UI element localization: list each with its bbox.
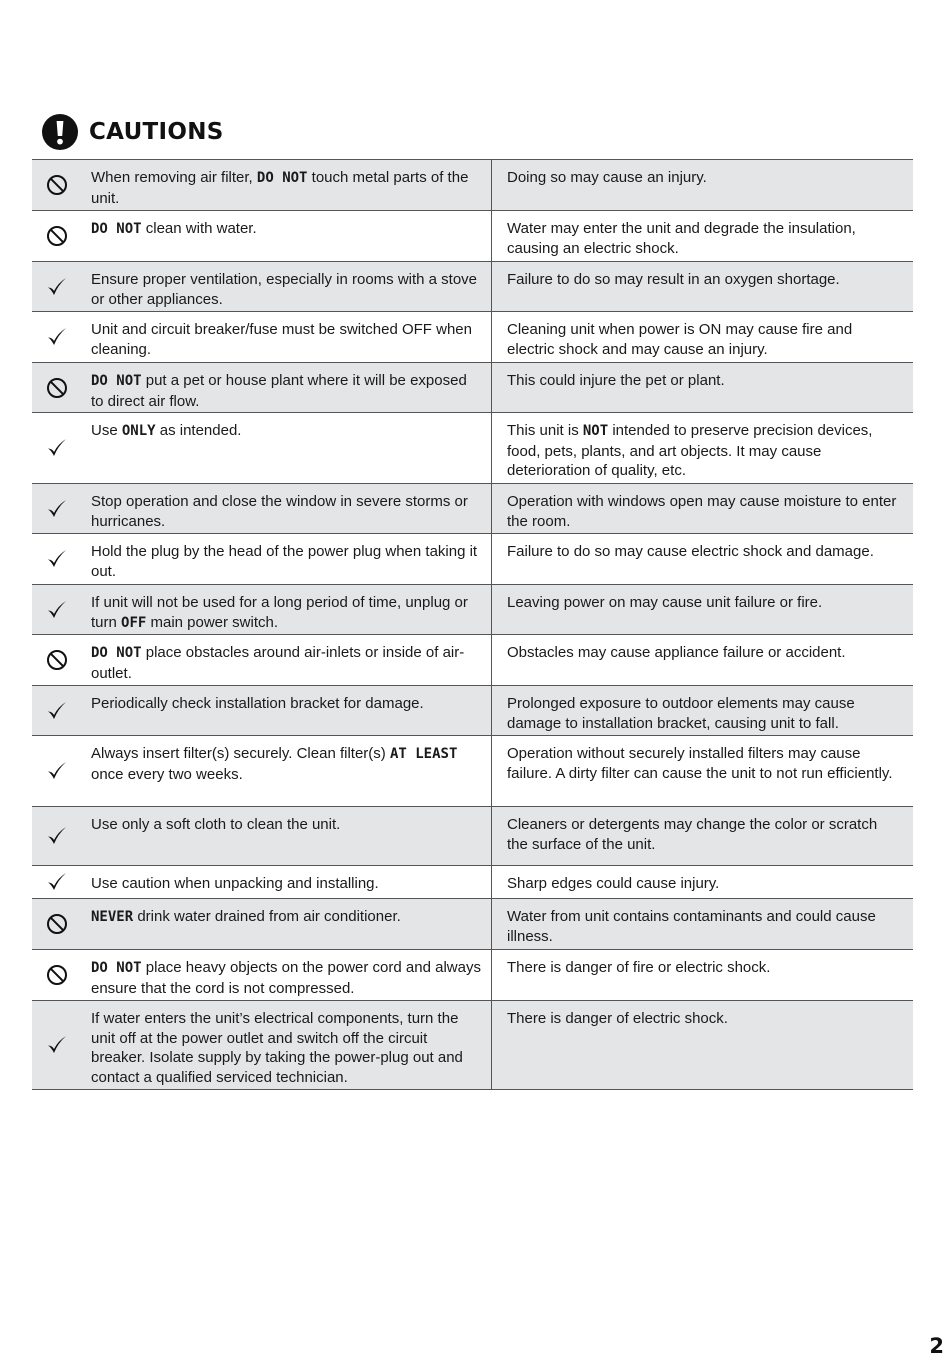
caution-instruction bbox=[82, 534, 492, 584]
body-text: There is danger of fire or electric shock. bbox=[507, 959, 771, 976]
body-text: intended to preserve precision devices, food, pets, plants, and art objects. It may cause deterioration of quality, etc. bbox=[507, 422, 873, 480]
cautions-table bbox=[32, 159, 913, 1090]
prohibited-icon bbox=[45, 224, 69, 248]
prohibited-icon bbox=[45, 173, 69, 197]
row-icon-cell bbox=[32, 807, 82, 865]
caution-consequence bbox=[492, 899, 913, 949]
page-number: 2 bbox=[929, 1334, 944, 1358]
emphasis-text: DO NOT bbox=[256, 170, 308, 186]
checkmark-icon bbox=[45, 325, 69, 349]
emphasis-text: NOT bbox=[582, 423, 609, 439]
checkmark-icon bbox=[45, 275, 69, 299]
caution-instruction bbox=[82, 413, 492, 483]
body-text: Water from unit contains contaminants and could cause illness. bbox=[507, 908, 876, 945]
caution-instruction bbox=[82, 585, 492, 634]
body-text: Use only a soft cloth to clean the unit. bbox=[91, 816, 341, 833]
body-text: There is danger of electric shock. bbox=[507, 1010, 728, 1027]
row-icon-cell bbox=[32, 484, 82, 533]
body-text: Cleaners or detergents may change the color or scratch the surface of the unit. bbox=[507, 816, 878, 853]
caution-row bbox=[32, 262, 913, 312]
row-icon-cell bbox=[32, 585, 82, 634]
body-text: Always insert filter(s) securely. Clean filter(s) bbox=[91, 745, 390, 762]
caution-consequence bbox=[492, 363, 913, 412]
emphasis-text: OFF bbox=[121, 614, 147, 631]
caution-consequence bbox=[492, 736, 913, 806]
emphasis-text: DO NOT bbox=[91, 373, 142, 389]
body-text: Use caution when unpacking and installing. bbox=[91, 875, 379, 892]
checkmark-icon bbox=[45, 699, 69, 723]
caution-row bbox=[32, 635, 913, 686]
cautions-heading bbox=[42, 114, 224, 150]
caution-consequence bbox=[492, 211, 913, 261]
body-text: once every two weeks. bbox=[91, 765, 243, 783]
caution-instruction bbox=[82, 686, 492, 735]
caution-consequence bbox=[492, 585, 913, 634]
caution-row bbox=[32, 807, 913, 866]
caution-consequence bbox=[492, 160, 913, 210]
caution-instruction bbox=[82, 807, 492, 865]
checkmark-icon bbox=[45, 1033, 69, 1057]
row-icon-cell bbox=[32, 262, 82, 311]
caution-row bbox=[32, 312, 913, 363]
caution-consequence bbox=[492, 1001, 913, 1089]
checkmark-icon bbox=[45, 870, 69, 894]
caution-instruction bbox=[82, 160, 492, 210]
row-icon-cell bbox=[32, 312, 82, 362]
body-text: place heavy objects on the power cord and always ensure that the cord is not compressed. bbox=[91, 959, 481, 997]
body-text: Prolonged exposure to outdoor elements may cause damage to installation bracket, causing unit to fall. bbox=[507, 695, 855, 732]
caution-row bbox=[32, 585, 913, 635]
body-text: touch metal parts of the unit. bbox=[91, 169, 469, 207]
body-text: Obstacles may cause appliance failure or accident. bbox=[507, 644, 846, 661]
caution-instruction bbox=[82, 866, 492, 898]
emphasis-text: DO NOT bbox=[91, 221, 142, 237]
caution-row bbox=[32, 736, 913, 807]
checkmark-icon bbox=[45, 436, 69, 460]
caution-instruction bbox=[82, 899, 492, 949]
row-icon-cell bbox=[32, 635, 82, 685]
body-text: put a pet or house plant where it will be exposed to direct air flow. bbox=[91, 372, 467, 410]
caution-row bbox=[32, 363, 913, 413]
row-icon-cell bbox=[32, 160, 82, 210]
caution-row bbox=[32, 211, 913, 262]
body-text: Operation without securely installed filters may cause failure. A dirty filter can cause the unit to not run efficiently. bbox=[507, 745, 893, 782]
body-text: Water may enter the unit and degrade the insulation, causing an electric shock. bbox=[507, 220, 856, 257]
body-text: This could injure the pet or plant. bbox=[507, 372, 725, 389]
caution-instruction bbox=[82, 484, 492, 533]
body-text: Stop operation and close the window in severe storms or hurricanes. bbox=[91, 493, 468, 530]
caution-instruction bbox=[82, 363, 492, 412]
caution-instruction bbox=[82, 262, 492, 311]
body-text: Use bbox=[91, 422, 122, 439]
caution-row bbox=[32, 484, 913, 534]
body-text: place obstacles around air-inlets or inside of air-outlet. bbox=[91, 644, 465, 682]
caution-row bbox=[32, 413, 913, 484]
body-text: Cleaning unit when power is ON may cause fire and electric shock and may cause an injury. bbox=[507, 321, 853, 358]
emphasis-text: DO NOT bbox=[91, 645, 142, 661]
exclamation-circle-icon bbox=[42, 114, 78, 150]
prohibited-icon bbox=[45, 376, 69, 400]
emphasis-text: DO NOT bbox=[91, 960, 142, 976]
caution-consequence bbox=[492, 686, 913, 735]
body-text: Failure to do so may cause electric shock and damage. bbox=[507, 543, 874, 560]
body-text: Ensure proper ventilation, especially in rooms with a stove or other appliances. bbox=[91, 271, 478, 308]
body-text: Sharp edges could cause injury. bbox=[507, 875, 720, 892]
prohibited-icon bbox=[45, 912, 69, 936]
caution-consequence bbox=[492, 262, 913, 311]
body-text: Failure to do so may result in an oxygen shortage. bbox=[507, 271, 840, 288]
caution-consequence bbox=[492, 866, 913, 898]
checkmark-icon bbox=[45, 497, 69, 521]
caution-row bbox=[32, 1001, 913, 1090]
caution-row bbox=[32, 899, 913, 950]
emphasis-text: ONLY bbox=[121, 423, 156, 439]
body-text: Unit and circuit breaker/fuse must be switched OFF when cleaning. bbox=[91, 321, 472, 358]
body-text: drink water drained from air conditioner. bbox=[133, 908, 401, 925]
body-text: Periodically check installation bracket for damage. bbox=[91, 695, 424, 712]
body-text: main power switch. bbox=[146, 613, 279, 631]
row-icon-cell bbox=[32, 363, 82, 412]
emphasis-text: NEVER bbox=[91, 909, 134, 925]
row-icon-cell bbox=[32, 211, 82, 261]
caution-instruction bbox=[82, 211, 492, 261]
row-icon-cell bbox=[32, 950, 82, 1000]
body-text: clean with water. bbox=[141, 220, 257, 237]
checkmark-icon bbox=[45, 547, 69, 571]
body-text: Hold the plug by the head of the power plug when taking it out. bbox=[91, 543, 478, 580]
body-text: If water enters the unit’s electrical components, turn the unit off at the power outlet and switch off the circuit breaker. Isolate supply by taking the power-plug out and contact a qualified serviced technician. bbox=[91, 1010, 463, 1087]
row-icon-cell bbox=[32, 1001, 82, 1089]
emphasis-text: AT LEAST bbox=[389, 746, 458, 762]
body-text: If unit will not be used for a long period of time, unplug or turn bbox=[91, 594, 468, 631]
prohibited-icon bbox=[45, 963, 69, 987]
caution-consequence bbox=[492, 635, 913, 685]
row-icon-cell bbox=[32, 736, 82, 806]
caution-instruction bbox=[82, 1001, 492, 1089]
caution-row bbox=[32, 866, 913, 899]
body-text: Operation with windows open may cause moisture to enter the room. bbox=[507, 493, 897, 530]
caution-row bbox=[32, 534, 913, 585]
caution-consequence bbox=[492, 950, 913, 1000]
page-title: CAUTIONS bbox=[89, 119, 224, 145]
caution-consequence bbox=[492, 807, 913, 865]
prohibited-icon bbox=[45, 648, 69, 672]
caution-row bbox=[32, 950, 913, 1001]
row-icon-cell bbox=[32, 413, 82, 483]
row-icon-cell bbox=[32, 866, 82, 898]
body-text: When removing air filter, bbox=[91, 169, 257, 186]
caution-instruction bbox=[82, 312, 492, 362]
caution-consequence bbox=[492, 312, 913, 362]
caution-consequence bbox=[492, 484, 913, 533]
caution-instruction bbox=[82, 950, 492, 1000]
caution-row bbox=[32, 160, 913, 211]
caution-consequence bbox=[492, 534, 913, 584]
caution-row bbox=[32, 686, 913, 736]
row-icon-cell bbox=[32, 899, 82, 949]
caution-consequence bbox=[492, 413, 913, 483]
caution-instruction bbox=[82, 736, 492, 806]
checkmark-icon bbox=[45, 598, 69, 622]
caution-instruction bbox=[82, 635, 492, 685]
body-text: Leaving power on may cause unit failure or fire. bbox=[507, 594, 823, 611]
row-icon-cell bbox=[32, 534, 82, 584]
body-text: as intended. bbox=[155, 422, 242, 439]
body-text: Doing so may cause an injury. bbox=[507, 169, 707, 186]
row-icon-cell bbox=[32, 686, 82, 735]
checkmark-icon bbox=[45, 759, 69, 783]
body-text: This unit is bbox=[507, 422, 583, 439]
checkmark-icon bbox=[45, 824, 69, 848]
